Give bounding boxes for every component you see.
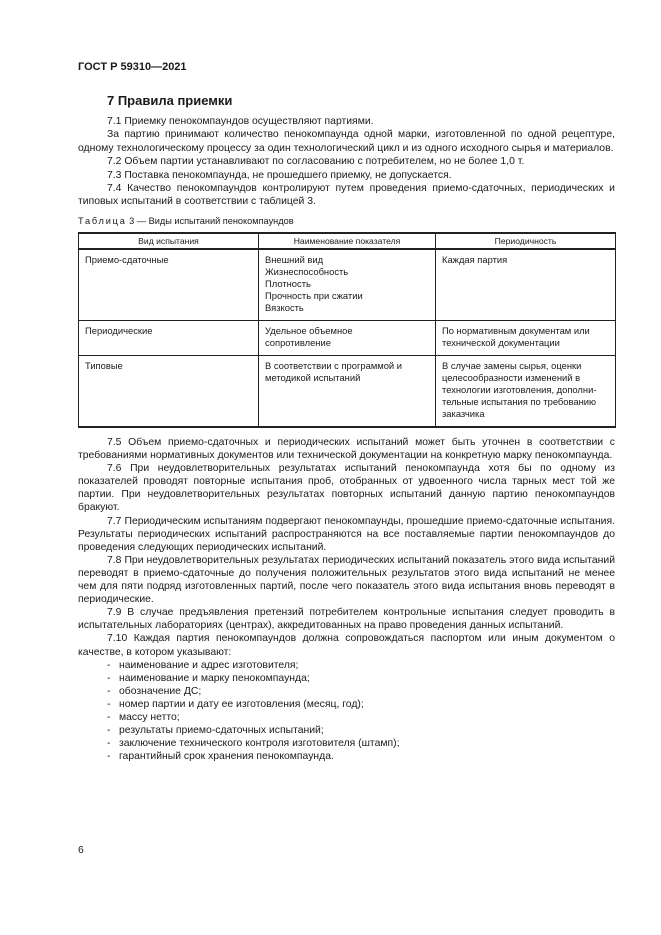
cell-test-type: Периодические bbox=[79, 321, 259, 356]
table-caption-text: 3 — Виды испытаний пенокомпаундов bbox=[126, 216, 294, 226]
paragraphs-bottom bbox=[78, 436, 615, 763]
list-item-text: обозначение ДС; bbox=[119, 685, 202, 697]
table-row bbox=[79, 249, 616, 321]
list-item-text: наименование и адрес изготовителя; bbox=[119, 659, 299, 671]
cell-test-type: Приемо-сдаточные bbox=[79, 249, 259, 321]
section-title: 7 Правила приемки bbox=[107, 93, 233, 108]
list-marker: - bbox=[107, 672, 111, 684]
list-item bbox=[78, 750, 615, 763]
periodicity-line: Каждая партия bbox=[442, 254, 508, 265]
periodicity-line: целесообразности изменений в bbox=[442, 372, 581, 383]
list-item bbox=[78, 672, 615, 685]
paragraph-7-9: 7.9 В случае предъявления претензий потребителем контрольные испытания следует проводить в испытательных лабораториях (центрах), аккредитованных на право проведения данных испытаний. bbox=[78, 607, 615, 632]
paragraph-7-3: 7.3 Поставка пенокомпаунда, не прошедшего приемку, не допускается. bbox=[107, 169, 452, 181]
list-marker: - bbox=[107, 711, 111, 723]
list-item-text: заключение технического контроля изготовителя (штамп); bbox=[119, 738, 400, 750]
standard-header: ГОСТ Р 59310—2021 bbox=[78, 61, 187, 73]
indicator-line: Плотность bbox=[265, 278, 311, 289]
cell-periodicity bbox=[436, 321, 616, 356]
list-item bbox=[78, 685, 615, 698]
list-item-text: номер партии и дату ее изготовления (месяц, год); bbox=[119, 698, 364, 710]
list-item-text: наименование и марку пенокомпаунда; bbox=[119, 672, 310, 684]
tests-table bbox=[78, 232, 616, 428]
header-indicator: Наименование показателя bbox=[259, 233, 436, 249]
paragraph-batch: За партию принимают количество пенокомпаунда одной марки, изготовленной по одной рецептуре, одному технологическому процессу за один технологический цикл и из одного исходного сырья и материалов. bbox=[78, 129, 615, 154]
periodicity-line: заказчика bbox=[442, 408, 485, 419]
indicator-line: Удельное объемное bbox=[265, 325, 353, 336]
periodicity-line: В случае замены сырья, оценки bbox=[442, 360, 582, 371]
paragraph-7-4: 7.4 Качество пенокомпаундов контролируют путем проведения приемо-сдаточных, периодических и типовых испытаний в соответствии с таблицей 3. bbox=[78, 183, 615, 208]
list-marker: - bbox=[107, 738, 111, 750]
indicator-line: В соответствии с программой и bbox=[265, 360, 402, 371]
paragraph-7-7: 7.7 Периодическим испытаниям подвергают пенокомпаунды, прошедшие приемо-сдаточные испытания. Результаты периодических испытаний распространяются на все поставляемые партии пенокомпаундов до проведения следующих периодических испытаний. bbox=[78, 515, 615, 553]
paragraph-7-8: 7.8 При неудовлетворительных результатах периодических испытаний показатель этого вида испытаний переводят в приемо-сдаточные до получения положительных результатов этого вида испытаний не менее чем для пяти подряд изготовленных партий, после чего показатель этого вида испытания вновь переводят в периодические. bbox=[78, 554, 615, 606]
indicator-line: сопротивление bbox=[265, 337, 331, 348]
paragraph-7-10: 7.10 Каждая партия пенокомпаундов должна сопровождаться паспортом или иным документом о качестве, в котором указывают: bbox=[78, 633, 615, 658]
list-item bbox=[78, 711, 615, 724]
list-item bbox=[78, 737, 615, 750]
list-item bbox=[78, 698, 615, 711]
indicator-line: Внешний вид bbox=[265, 254, 324, 265]
paragraph-7-6: 7.6 При неудовлетворительных результатах испытаний пенокомпаунда хотя бы по одному из показателей проводят повторные испытания проб, отобранных от удвоенного числа тарных мест той же партии. При неудовлетворительных результатах повторных испытаний данную партию пенокомпаундов бракуют. bbox=[78, 463, 615, 514]
list-item bbox=[78, 659, 615, 672]
list-item-text: массу нетто; bbox=[119, 711, 180, 723]
paragraph-7-1: 7.1 Приемку пенокомпаундов осуществляют партиями. bbox=[107, 116, 374, 127]
header-periodicity: Периодичность bbox=[436, 233, 616, 249]
table-header-row bbox=[79, 233, 616, 249]
periodicity-line: технической документации bbox=[442, 337, 560, 348]
indicator-line: Прочность при сжатии bbox=[265, 290, 363, 301]
periodicity-line: тельные испытания по требованию bbox=[442, 396, 597, 407]
cell-indicators bbox=[259, 249, 436, 321]
list-item-text: результаты приемо-сдаточных испытаний; bbox=[119, 725, 324, 737]
periodicity-line: По нормативным документам или bbox=[442, 325, 590, 336]
table-caption-prefix: Таблица bbox=[78, 216, 127, 226]
list-marker: - bbox=[107, 698, 111, 710]
table-row bbox=[79, 356, 616, 428]
list-marker: - bbox=[107, 751, 111, 763]
cell-periodicity bbox=[436, 356, 616, 428]
cell-indicators bbox=[259, 356, 436, 428]
indicator-line: Вязкость bbox=[265, 302, 304, 313]
list-marker: - bbox=[107, 659, 111, 671]
cell-test-type: Типовые bbox=[79, 356, 259, 428]
cell-indicators bbox=[259, 321, 436, 356]
indicator-line: Жизнеспособность bbox=[265, 266, 349, 277]
list-marker: - bbox=[107, 725, 111, 737]
page-number: 6 bbox=[78, 845, 84, 856]
paragraph-7-5: 7.5 Объем приемо-сдаточных и периодических испытаний может быть уточнен в соответствии с требованиями нормативных документов или технической документации на конкретную марку пенокомпаунда. bbox=[78, 437, 615, 462]
list-item-text: гарантийный срок хранения пенокомпаунда. bbox=[119, 751, 334, 763]
list-marker: - bbox=[107, 685, 111, 697]
header-test-type: Вид испытания bbox=[79, 233, 259, 249]
periodicity-line: технологии изготовления, дополни- bbox=[442, 384, 597, 395]
paragraphs-top bbox=[78, 115, 615, 209]
list-item bbox=[78, 724, 615, 737]
table-caption bbox=[78, 216, 294, 226]
paragraph-7-2: 7.2 Объем партии устанавливают по согласованию с потребителем, но не более 1,0 т. bbox=[107, 156, 525, 168]
table-row bbox=[79, 321, 616, 356]
cell-periodicity bbox=[436, 249, 616, 321]
passport-items-list bbox=[78, 659, 615, 764]
indicator-line: методикой испытаний bbox=[265, 372, 361, 383]
